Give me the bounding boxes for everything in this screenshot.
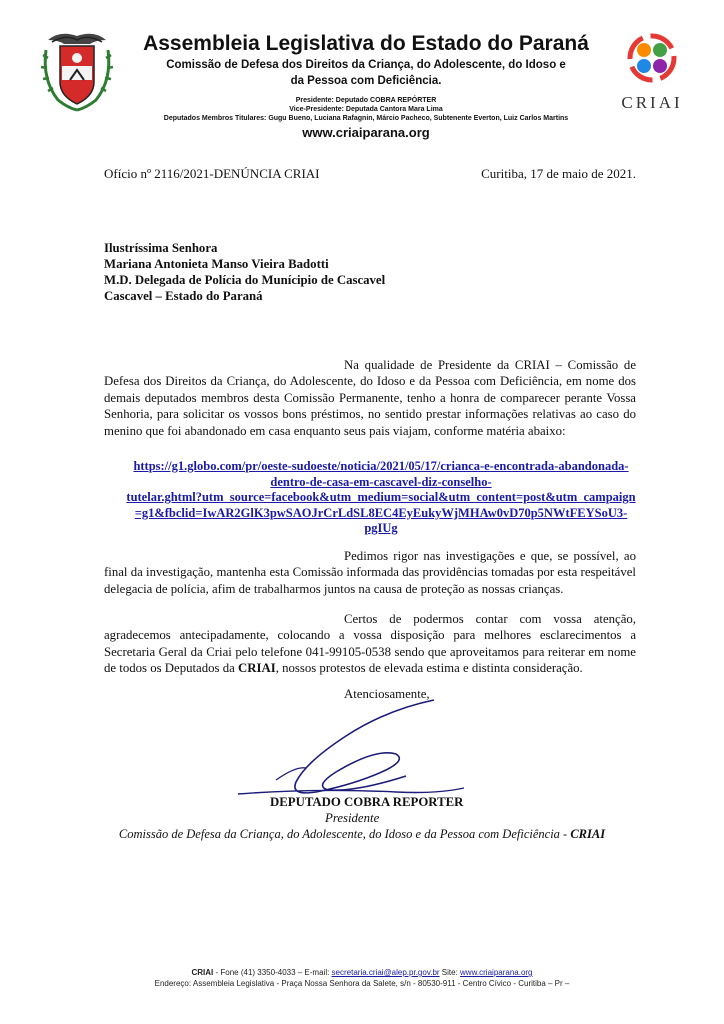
vice-president-line: Vice-Presidente: Deputada Cantora Mara Lima [289, 106, 443, 113]
link-line[interactable]: dentro-de-casa-em-cascavel-diz-conselho- [270, 474, 492, 489]
footer-address: Endereço: Assembleia Legislativa - Praça Nossa Senhora da Salete, s/n - 80530-911 - Centro Cívico - Curitiba – Pr – [154, 978, 570, 988]
office-reference: Ofício nº 2116/2021-DENÚNCIA CRIAI [104, 166, 320, 181]
parana-coat-of-arms-icon [38, 30, 116, 112]
criai-logo [614, 30, 690, 110]
criai-logo-text: CRIAI [621, 93, 683, 112]
footer-email-link[interactable]: secretaria.criai@alep.pr.gov.br [331, 968, 440, 977]
footer-site-link[interactable]: www.criaiparana.org [460, 968, 533, 977]
closing: Atenciosamente, [344, 687, 430, 701]
signer-role: Presidente [325, 811, 380, 825]
addressee-block [104, 240, 385, 304]
link-line[interactable]: tutelar.ghtml?utm_source=facebook&utm_medium=social&utm_content=post&utm_campaign [126, 490, 636, 504]
members-line: Deputados Membros Titulares: Gugu Bueno, Luciana Rafagnin, Márcio Pacheco, Subtenente Everton, Luiz Carlos Martins [163, 115, 569, 122]
link-line[interactable]: pgIUg [364, 521, 398, 535]
letterhead [120, 32, 612, 140]
criai-emblem-icon [622, 30, 682, 86]
place-date: Curitiba, 17 de maio de 2021. [481, 166, 636, 181]
footer-contact: CRIAI - Fone (41) 3350-4033 – E-mail: secretaria.criai@alep.pr.gov.br Site: www.criaiparana.org [191, 968, 533, 977]
news-article-link[interactable] [104, 459, 658, 537]
assembly-title: Assembleia Legislativa do Estado do Paraná [143, 32, 589, 55]
paragraph-rigor: Pedimos rigor nas investigações e que, se possível, ao final da investigação, mantenha esta Comissão informada das providências tomadas por esta respeitável delegacia de polícia, afim de trabalharmos juntos na causa de proteção as nossas crianças. [104, 549, 636, 596]
commission-name-line2: da Pessoa com Deficiência. [290, 75, 442, 87]
page-footer [0, 968, 724, 989]
signer-name: DEPUTADO COBRA REPORTER [270, 795, 464, 809]
header-website: www.criaiparana.org [302, 125, 430, 140]
handwritten-signature [236, 696, 466, 806]
link-line[interactable]: =g1&fbclid=IwAR2GlK3pwSAOJrCrLdSL8EC4EyEukyWjMHAw0vD70p5NWtFEYSoU3- [134, 505, 628, 520]
paragraph-request: Na qualidade de Presidente da CRIAI – Comissão de Defesa dos Direitos da Criança, do Adolescente, do Idoso e da Pessoa com Deficiência, em nome dos demais deputados membros desta Comissão Permanente, tenho a honra de comparecer perante Vossa Senhoria, para solicitar os vossos bons préstimos, no sentido prestar informações relativas ao caso do menino que foi abandonado em casa enquanto seus pais viajam, conforme matéria abaixo: [104, 358, 636, 438]
addressee-line: M.D. Delegada de Polícia do Munícipio de Cascavel [104, 273, 386, 287]
paragraph-thanks: Certos de podermos contar com vossa atenção, agradecemos antecipadamente, colocando a vossa disposição para melhores esclarecimentos a Secretaria Geral da Criai pelo telefone 041-99105-0538 sendo que aproveitamos para reiterar em nome de todos os Deputados da CRIAI, nossos protestos de elevada estima e distinta consideração. [104, 612, 636, 676]
addressee-line: Cascavel – Estado do Paraná [104, 289, 263, 303]
signer-commission: Comissão de Defesa da Criança, do Adolescente, do Idoso e da Pessoa com Deficiência - CRIAI [118, 827, 606, 841]
commission-name-line1: Comissão de Defesa dos Direitos da Criança, do Adolescente, do Idoso e [166, 59, 566, 71]
addressee-line: Ilustríssima Senhora [104, 241, 218, 255]
addressee-line: Mariana Antonieta Manso Vieira Badotti [104, 257, 329, 271]
link-line[interactable]: https://g1.globo.com/pr/oeste-sudoeste/noticia/2021/05/17/crianca-e-encontrada-abandonada- [133, 459, 629, 473]
president-line: Presidente: Deputado COBRA REPÓRTER [295, 97, 437, 104]
